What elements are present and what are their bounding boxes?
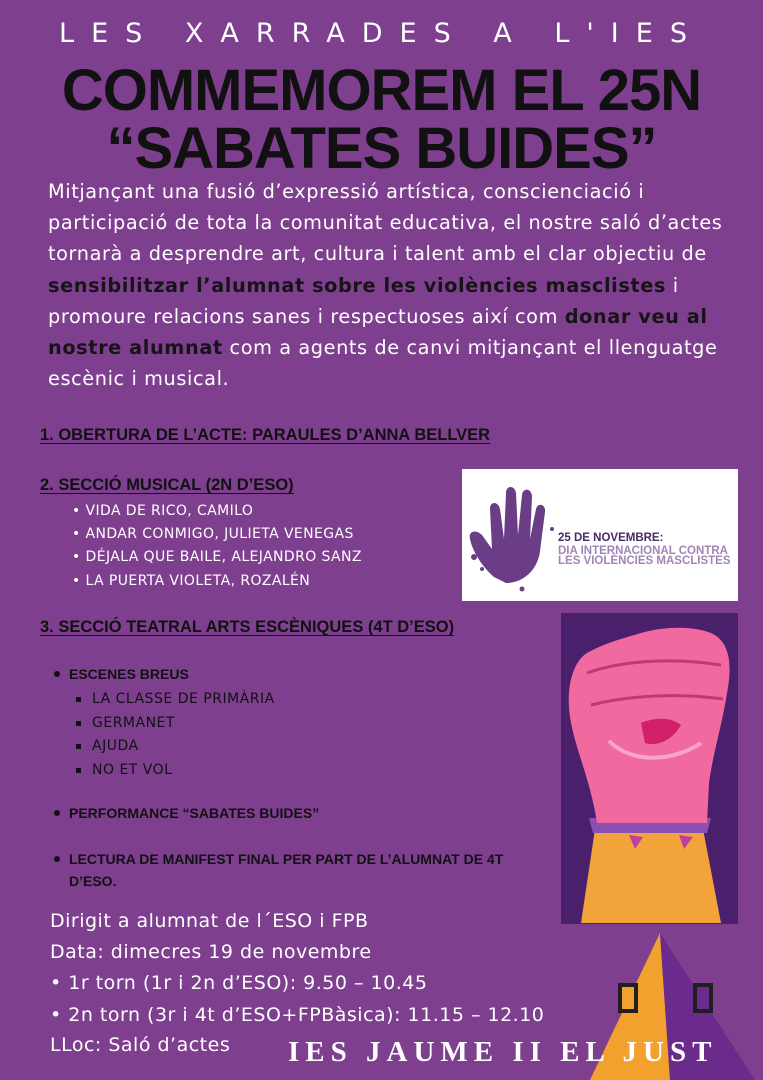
turn2-text: • 2n torn (3r i 4t d’ESO+FPBàsica): 11.15 – 12.10	[50, 1004, 545, 1026]
song-item: • LA PUERTA VIOLETA, ROZALÉN	[72, 570, 362, 593]
intro-paragraph	[48, 176, 738, 394]
scene-item: GERMANET	[76, 712, 275, 736]
intro-bold-1: sensibilitzar l’alumnat sobre les violències masclistes	[48, 273, 667, 297]
song-item: • DÉJALA QUE BAILE, ALEJANDRO SANZ	[72, 546, 362, 569]
page-title-line1: COMMEMOREM EL 25N	[61, 58, 702, 123]
audience-text: Dirigit a alumnat de l´ESO i FPB	[50, 910, 369, 932]
theatre-list-1	[52, 663, 189, 685]
song-item: • ANDAR CONMIGO, JULIETA VENEGAS	[72, 523, 362, 546]
banner-image	[462, 469, 738, 601]
list-item-short-scenes: ESCENES BREUS	[52, 663, 189, 685]
scene-item: NO ET VOL	[76, 759, 275, 783]
intro-bold-2: donar veu al nostre alumnat	[48, 304, 708, 360]
school-name: IES JAUME II EL JUST	[288, 1036, 718, 1068]
theatre-list-2	[52, 802, 319, 824]
scene-item: LA CLASSE DE PRIMÀRIA	[76, 688, 275, 712]
fist-illustration	[561, 613, 738, 924]
raised-fist-icon	[561, 613, 738, 924]
place-text: LLoc: Saló d’actes	[50, 1034, 231, 1056]
page-title-line2: “SABATES BUIDES”	[106, 116, 657, 181]
section-heading-theatre: 3. SECCIÓ TEATRAL ARTS ESCÈNIQUES (4T D’ESO)	[40, 618, 455, 636]
intro-text-3: com a agents de canvi mitjançant el llenguatge escènic i musical.	[48, 336, 718, 391]
handprint-icon	[462, 469, 572, 601]
scene-item: AJUDA	[76, 735, 275, 759]
intro-text-1: Mitjançant una fusió d’expressió artística, conscienciació i participació de tota la comunitat educativa, el nostre saló d’actes tornarà a desprendre art, cultura i talent amb el clar objectiu de	[48, 180, 723, 266]
song-list	[72, 500, 362, 593]
banner-date: 25 DE NOVEMBRE:	[558, 532, 664, 544]
list-item-manifesto: LECTURA DE MANIFEST FINAL PER PART DE L’ALUMNAT DE 4T D’ESO.	[52, 848, 552, 892]
intro-text-2: i promoure relacions sanes i respectuoses així com	[48, 273, 679, 328]
section-heading-opening: 1. OBERTURA DE L’ACTE: PARAULES D’ANNA BELLVER	[40, 426, 491, 444]
kicker-text: LES XARRADES A L'IES	[59, 18, 704, 49]
song-item: • VIDA DE RICO, CAMILO	[72, 500, 362, 523]
banner-text: DIA INTERNACIONAL CONTRA LES VIOLÈNCIES MASCLISTES	[558, 545, 731, 567]
scene-list	[76, 688, 275, 782]
section-heading-music: 2. SECCIÓ MUSICAL (2N D’ESO)	[40, 476, 294, 494]
date-text: Data: dimecres 19 de novembre	[50, 941, 372, 963]
theatre-list-3	[52, 848, 552, 892]
list-item-performance: PERFORMANCE “SABATES BUIDES”	[52, 802, 319, 824]
turn1-text: • 1r torn (1r i 2n d’ESO): 9.50 – 10.45	[50, 972, 428, 994]
